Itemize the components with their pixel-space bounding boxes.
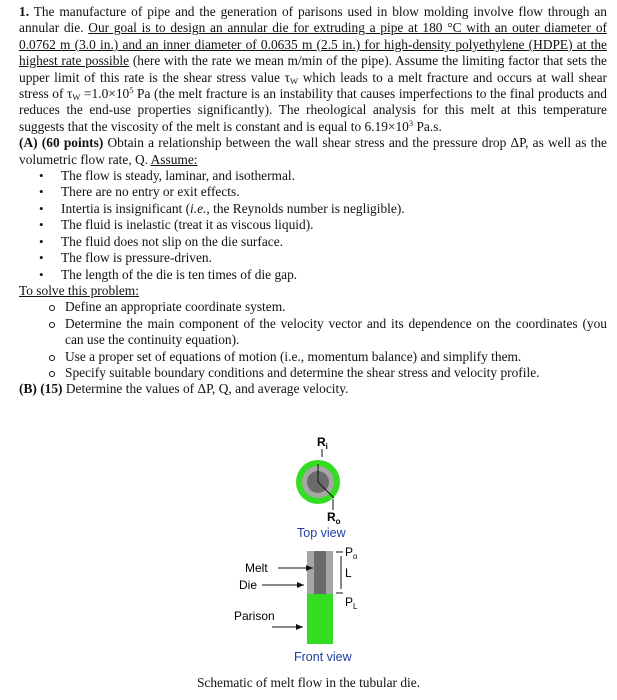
- problem-number: 1.: [19, 4, 30, 19]
- parison-label: Parison: [234, 609, 275, 623]
- sub-w-2: W: [72, 92, 81, 103]
- ro-radius-line: [318, 482, 334, 498]
- design-goal: Our goal is to design an annular die for extruding a pipe at 180 °C with an outer diameter of 0.0762 m (3.0 in.) and an inner diameter of 0.0635 m (2.5 in.) for high-density polyethylene (HDPE) at the highest rate possible: [19, 20, 607, 69]
- assume-heading: Assume:: [150, 151, 198, 167]
- solve-heading-text: To solve this problem:: [19, 282, 139, 298]
- parison-flow: [307, 551, 333, 644]
- melt-label: Melt: [245, 561, 268, 575]
- die-label: Die: [239, 578, 258, 592]
- inner-mandrel: [307, 471, 329, 493]
- sub-w-1: W: [290, 75, 299, 86]
- part-a-label: (A) (60 points): [19, 135, 104, 151]
- annular-gap: [302, 466, 334, 498]
- list-item: • The flow is pressure-driven.: [19, 250, 607, 266]
- problem-text-3: =1.0×10: [80, 86, 130, 102]
- part-b: [19, 381, 607, 397]
- list-item: • The flow is steady, laminar, and isothermal.: [19, 168, 607, 184]
- problem-intro: The manufacture of pipe and the generation of parisons used in blow molding involve flow through an annular die.: [19, 4, 607, 36]
- problem-text-1: (here with the rate we mean m/min of the pipe). Assume the limiting factor that sets the upper limit of this rate is the shear stress value τ: [19, 53, 607, 85]
- ie-italic: i.e.: [190, 200, 207, 216]
- die-wall-right: [326, 551, 333, 594]
- label-ro: $R_o$: [327, 510, 341, 526]
- list-item: • There are no entry or exit effects.: [19, 184, 607, 200]
- sup-5: 5: [129, 85, 134, 96]
- steps-list: [19, 299, 607, 381]
- list-item: • The fluid does not slip on the die surface.: [19, 234, 607, 250]
- assumption-text-rest: , the Reynolds number is negligible).: [206, 200, 405, 216]
- problem-text-5: Pa.s.: [413, 118, 442, 134]
- top-view-label: Top view: [297, 526, 346, 540]
- figure-caption: Schematic of melt flow in the tubular die.: [196, 675, 421, 690]
- die-wall-left: [307, 551, 314, 594]
- label-pl: $P_L$: [345, 595, 358, 611]
- outer-die-ring: [296, 460, 340, 504]
- list-item: Use a proper set of equations of motion (i.e., momentum balance) and simplify them.: [19, 349, 607, 365]
- list-item: [19, 201, 607, 217]
- part-a-text: Obtain a relationship between the wall shear stress and the pressure drop ΔP, as well as the volumetric flow rate, Q.: [19, 135, 607, 167]
- problem-text-4: Pa (the melt fracture is an instability that causes imperfections to the final products and reduces the end-use properties significantly). The rheological analysis for this melt at this temperature suggests that the viscosity of the melt is constant and is equal to 6.19×10: [19, 86, 607, 134]
- list-item: Specify suitable boundary conditions and determine the shear stress and velocity profile.: [19, 365, 607, 381]
- sup-3: 3: [408, 117, 414, 128]
- assumption-text: Intertia is insignificant (: [61, 200, 191, 216]
- problem-statement: [19, 4, 607, 135]
- solve-heading: [19, 283, 607, 299]
- mandrel-front: [314, 551, 326, 594]
- part-a: [19, 135, 607, 168]
- list-item: • The length of the die is ten times of die gap.: [19, 267, 607, 283]
- part-b-label: (B) (15): [19, 381, 63, 397]
- part-b-text: Determine the values of ΔP, Q, and average velocity.: [62, 381, 349, 397]
- assumption-list: [19, 168, 607, 283]
- label-ri: $R_i$: [317, 435, 328, 451]
- label-po: $P_o$: [345, 545, 358, 561]
- front-view-label: Front view: [294, 650, 352, 664]
- list-item: Define an appropriate coordinate system.: [19, 299, 607, 315]
- list-item: Determine the main component of the velocity vector and its dependence on the coordinates (you can use the continuity equation).: [19, 316, 607, 349]
- problem-document: [19, 4, 607, 398]
- problem-text-2: which leads to a melt fracture and occurs at wall shear stress of τ: [19, 69, 607, 102]
- label-l: L: [345, 566, 352, 580]
- list-item: • The fluid is inelastic (treat it as viscous liquid).: [19, 217, 607, 233]
